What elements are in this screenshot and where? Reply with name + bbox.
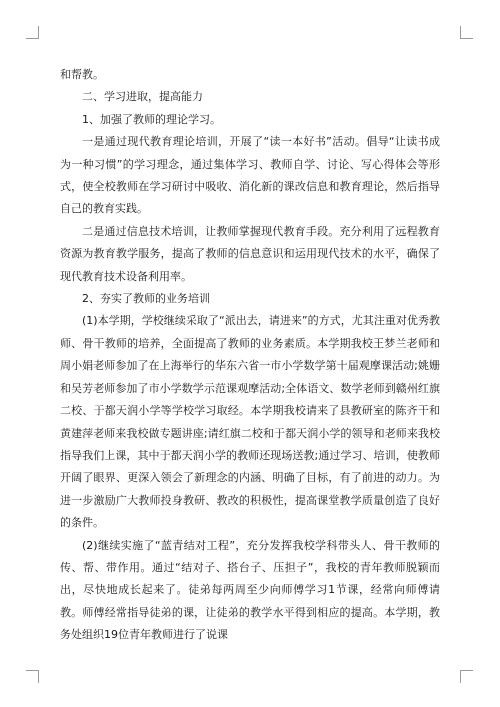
paragraph-reading: 一是通过现代教育理论培训，开展了“读一本好书”活动。倡导“让读书成为一种习惯”的学习理念，通过集体学习、教师自学、讨论、写心得体会等形式，使全校教师在学习研讨中吸收、消化新的课改信息和教育理论，然后指导自己的教育实践。	[60, 135, 440, 216]
crop-mark-top-left	[26, 26, 39, 39]
section-heading: 二、学习进取，提高能力	[82, 90, 203, 104]
document-body	[60, 64, 440, 647]
crop-mark-bottom-right	[460, 670, 473, 683]
paragraph-outreach: (1)本学期，学校继续采取了“派出去，请进来”的方式，尤其注重对优秀教师、骨干教师的培养，全面提高了教师的业务素质。本学期我校王梦兰老师和周小娟老师参加了在上海举行的华东六省一市小学数学第十届观摩课活动;姚姗和吴芳老师参加了市小学数学示范课观摩活动;全体语文、数学老师到赣州红旗二校、于都天润小学等学校学习取经。本学期我校请来了县教研室的陈齐干和黄建萍老师来我校做专题讲座;请红旗二校和于都天润小学的领导和老师来我校指导我们上课，其中于都天润小学的教师还现场送教;通过学习、培训，使教师开阔了眼界、更深入领会了新理念的内涵、明确了目标，有了前进的动力。为进一步激励广大教师投身教研、教改的积极性，提高课堂教学质量创造了良好的条件。	[60, 314, 440, 530]
crop-mark-bottom-left	[26, 670, 39, 683]
crop-mark-top-right	[460, 26, 473, 39]
paragraph-continuation: 和帮教。	[60, 68, 104, 81]
subsection-heading-training: 2、夯实了教师的业务培训	[82, 292, 210, 306]
paragraph-it-training: 二是通过信息技术培训，让教师掌握现代教育手段。充分利用了远程教育资源为教育教学服务，提高了教师的信息意识和运用现代技术的水平，确保了现代教育技术设备利用率。	[60, 224, 440, 283]
paragraph-mentoring: (2)继续实施了“蓝青结对工程”，充分发挥我校学科带头人、骨干教师的传、帮、带作用。通过“结对子、搭台子、压担子”，我校的青年教师脱颖而出，尽快地成长起来了。徒弟每两周至少向师傅学习1节课，经常向师傅请教。师傅经常指导徒弟的课，让徒弟的教学水平得到相应的提高。本学期，教务处组织19位青年教师进行了说课	[60, 538, 440, 642]
subsection-heading-theory: 1、加强了教师的理论学习。	[82, 112, 221, 126]
